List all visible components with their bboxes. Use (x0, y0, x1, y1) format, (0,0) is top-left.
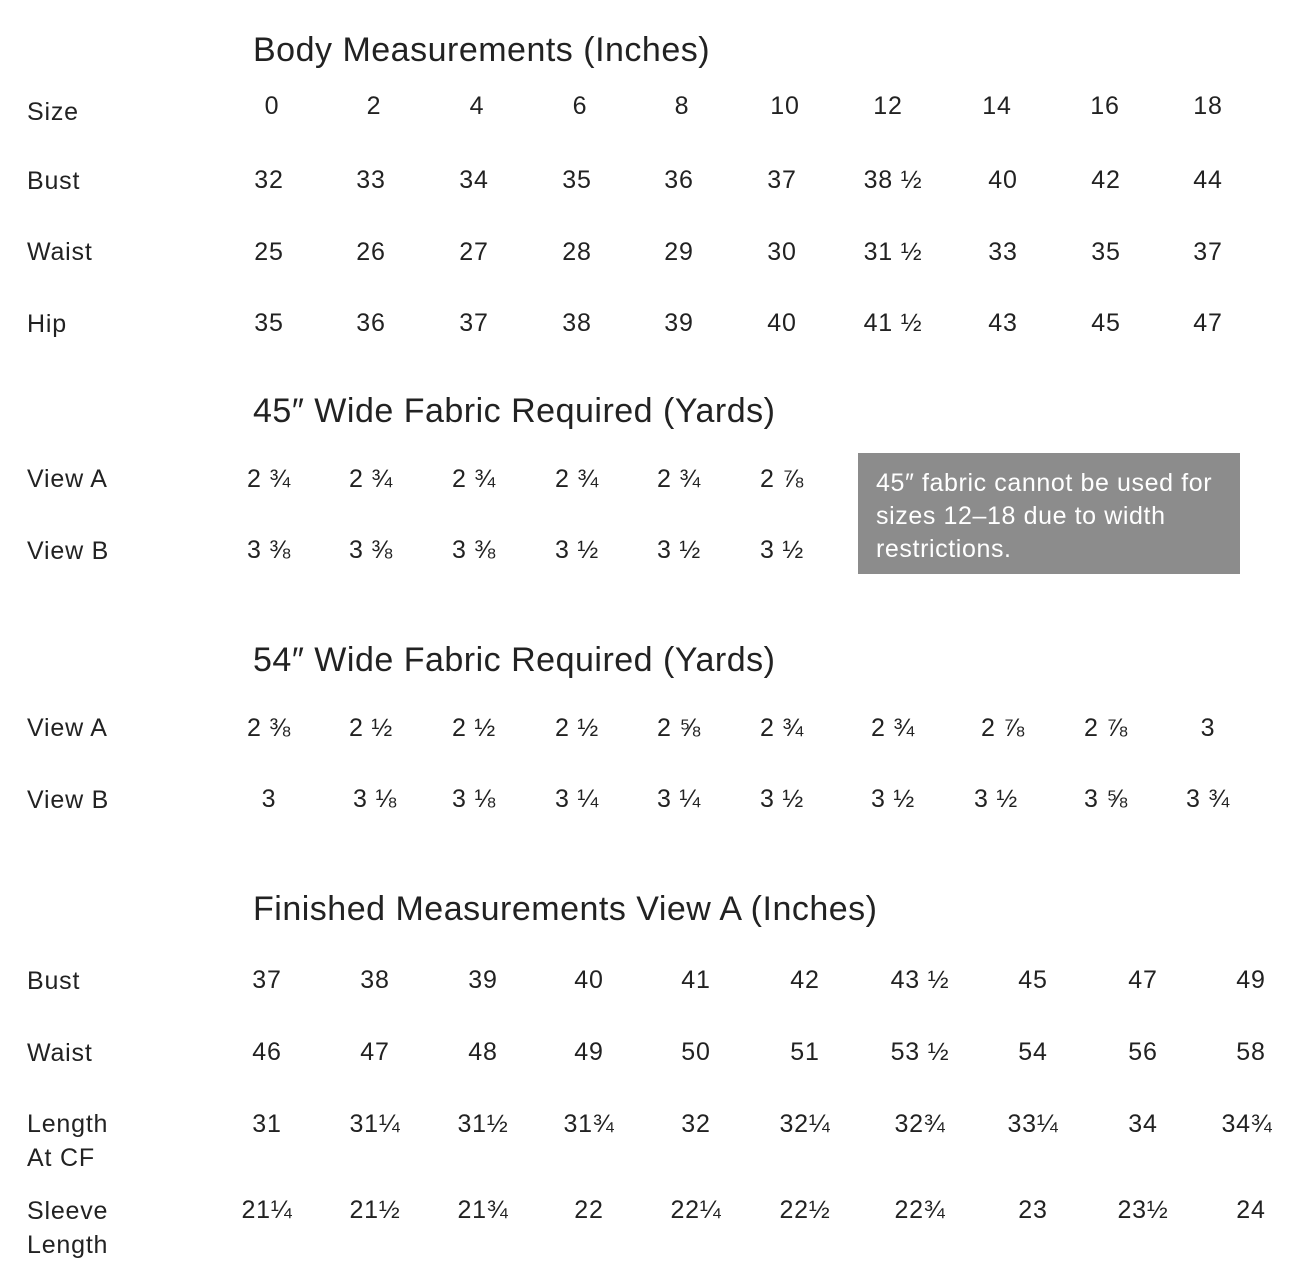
table-cell: 37 (459, 309, 489, 337)
table-cell: 3 ½ (973, 785, 1019, 813)
table-cell: 45 (1018, 966, 1048, 994)
table-cell: 12 (873, 92, 903, 120)
table-cell: 37 (767, 166, 797, 194)
row-label-hip: Hip (27, 310, 67, 338)
label-line: Length (27, 1231, 109, 1259)
table-cell: 2 ¾ (656, 465, 702, 493)
table-cell: 32¼ (779, 1110, 831, 1138)
table-cell: 23½ (1117, 1196, 1169, 1224)
table-cell: 49 (574, 1038, 604, 1066)
table-cell: 16 (1090, 92, 1120, 120)
table-cell: 32 (254, 166, 284, 194)
table-cell: 3 ⅜ (451, 536, 497, 564)
row-label-bust: Bust (27, 167, 81, 195)
table-cell: 33 (988, 238, 1018, 266)
table-cell: 22¾ (894, 1196, 946, 1224)
table-cell: 2 ⅞ (980, 714, 1026, 742)
table-cell: 3 ⅜ (348, 536, 394, 564)
table-cell: 21¼ (241, 1196, 293, 1224)
table-cell: 37 (1193, 238, 1223, 266)
table-cell: 3 ⅝ (1083, 785, 1129, 813)
label-line: Length (27, 1110, 109, 1138)
row-label-waist: Waist (27, 1039, 93, 1067)
table-cell: 2 ½ (451, 714, 497, 742)
table-cell: 51 (790, 1038, 820, 1066)
table-cell: 31½ (457, 1110, 509, 1138)
table-cell: 2 ⅞ (759, 465, 805, 493)
body-measurements-title: Body Measurements (Inches) (253, 31, 711, 69)
label-line: At CF (27, 1144, 95, 1172)
row-label-view-b: View B (27, 537, 110, 565)
table-cell: 38 (562, 309, 592, 337)
table-cell: 28 (562, 238, 592, 266)
table-cell: 43 ½ (890, 966, 950, 994)
table-cell: 45 (1091, 309, 1121, 337)
table-cell: 53 ½ (890, 1038, 950, 1066)
table-cell: 10 (770, 92, 800, 120)
table-cell: 2 ¾ (451, 465, 497, 493)
table-cell: 46 (252, 1038, 282, 1066)
table-cell: 14 (982, 92, 1012, 120)
table-cell: 40 (574, 966, 604, 994)
table-cell: 2 ⅜ (246, 714, 292, 742)
label-line: Sleeve (27, 1197, 109, 1225)
table-cell: 35 (254, 309, 284, 337)
row-label-view-b: View B (27, 786, 110, 814)
table-cell: 42 (790, 966, 820, 994)
table-cell: 50 (681, 1038, 711, 1066)
table-cell: 58 (1236, 1038, 1266, 1066)
table-cell: 36 (664, 166, 694, 194)
table-cell: 0 (264, 92, 280, 120)
table-cell: 2 (366, 92, 382, 120)
table-cell: 3 ⅛ (352, 785, 398, 813)
table-cell: 54 (1018, 1038, 1048, 1066)
table-cell: 2 ¾ (246, 465, 292, 493)
table-cell: 3 ½ (759, 536, 805, 564)
table-cell: 3 ⅜ (246, 536, 292, 564)
table-cell: 35 (1091, 238, 1121, 266)
table-cell: 41 (681, 966, 711, 994)
table-cell: 21½ (349, 1196, 401, 1224)
table-cell: 22½ (779, 1196, 831, 1224)
table-cell: 22 (574, 1196, 604, 1224)
fabric-45-title: 45″ Wide Fabric Required (Yards) (253, 392, 776, 430)
table-cell: 49 (1236, 966, 1266, 994)
row-label-view-a: View A (27, 465, 108, 493)
table-cell: 27 (459, 238, 489, 266)
table-cell: 37 (252, 966, 282, 994)
table-cell: 3 (1200, 714, 1216, 742)
table-cell: 2 ½ (348, 714, 394, 742)
table-cell: 4 (469, 92, 485, 120)
table-cell: 3 ¼ (656, 785, 702, 813)
table-cell: 2 ⅝ (656, 714, 702, 742)
table-cell: 3 ½ (870, 785, 916, 813)
table-cell: 2 ¾ (759, 714, 805, 742)
row-label-size: Size (27, 98, 79, 126)
table-cell: 31¼ (349, 1110, 401, 1138)
table-cell: 24 (1236, 1196, 1266, 1224)
table-cell: 22¼ (670, 1196, 722, 1224)
table-cell: 35 (562, 166, 592, 194)
table-cell: 3 ½ (656, 536, 702, 564)
table-cell: 44 (1193, 166, 1223, 194)
table-cell: 38 ½ (863, 166, 923, 194)
table-cell: 47 (1193, 309, 1223, 337)
table-cell: 3 ¼ (554, 785, 600, 813)
table-cell: 3 ½ (759, 785, 805, 813)
table-cell: 39 (664, 309, 694, 337)
table-cell: 33 (356, 166, 386, 194)
table-cell: 2 ¾ (348, 465, 394, 493)
table-cell: 34¾ (1221, 1110, 1273, 1138)
table-cell: 6 (572, 92, 588, 120)
table-cell: 3 ½ (554, 536, 600, 564)
table-cell: 3 (261, 785, 277, 813)
table-cell: 30 (767, 238, 797, 266)
table-cell: 31 ½ (863, 238, 923, 266)
table-cell: 8 (674, 92, 690, 120)
row-label-bust: Bust (27, 967, 81, 995)
table-cell: 2 ⅞ (1083, 714, 1129, 742)
table-cell: 34 (1128, 1110, 1158, 1138)
table-cell: 40 (988, 166, 1018, 194)
table-cell: 29 (664, 238, 694, 266)
fabric-54-title: 54″ Wide Fabric Required (Yards) (253, 641, 776, 679)
table-cell: 26 (356, 238, 386, 266)
table-cell: 31¾ (563, 1110, 615, 1138)
table-cell: 43 (988, 309, 1018, 337)
table-cell: 3 ⅛ (451, 785, 497, 813)
table-cell: 41 ½ (863, 309, 923, 337)
table-cell: 48 (468, 1038, 498, 1066)
table-cell: 34 (459, 166, 489, 194)
table-cell: 31 (252, 1110, 282, 1138)
finished-measurements-title: Finished Measurements View A (Inches) (253, 890, 878, 928)
row-label-waist: Waist (27, 238, 93, 266)
table-cell: 47 (1128, 966, 1158, 994)
table-cell: 32¾ (894, 1110, 946, 1138)
table-cell: 33¼ (1007, 1110, 1059, 1138)
table-cell: 47 (360, 1038, 390, 1066)
table-cell: 2 ¾ (554, 465, 600, 493)
table-cell: 2 ¾ (870, 714, 916, 742)
table-cell: 42 (1091, 166, 1121, 194)
table-cell: 40 (767, 309, 797, 337)
table-cell: 25 (254, 238, 284, 266)
table-cell: 36 (356, 309, 386, 337)
row-label-view-a: View A (27, 714, 108, 742)
table-cell: 3 ¾ (1185, 785, 1231, 813)
table-cell: 32 (681, 1110, 711, 1138)
table-cell: 2 ½ (554, 714, 600, 742)
table-cell: 39 (468, 966, 498, 994)
table-cell: 18 (1193, 92, 1223, 120)
table-cell: 23 (1018, 1196, 1048, 1224)
fabric-45-note: 45″ fabric cannot be used for sizes 12–18 due to width restrictions. (858, 453, 1240, 574)
table-cell: 21¾ (457, 1196, 509, 1224)
table-cell: 56 (1128, 1038, 1158, 1066)
table-cell: 38 (360, 966, 390, 994)
